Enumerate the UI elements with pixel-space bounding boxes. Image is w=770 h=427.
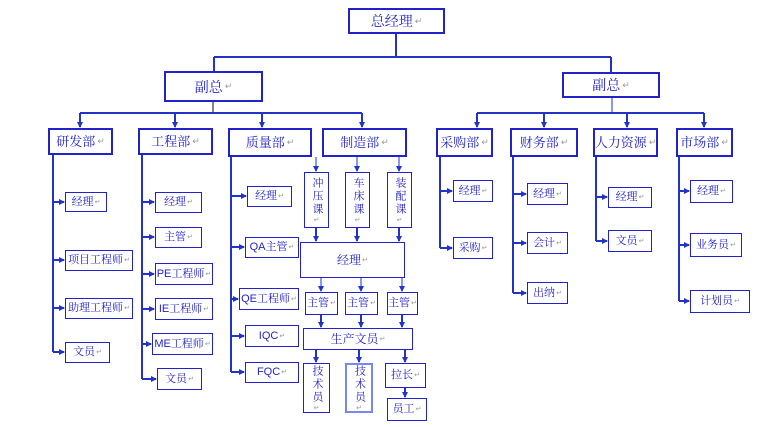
- technician-2-box[interactable]: [345, 363, 373, 413]
- paragraph-return-mark-icon: ↵: [354, 216, 361, 224]
- marketing-salesman-label: 业务员: [696, 238, 730, 251]
- connector-line: [213, 57, 215, 71]
- quality-fqc-label: FQC: [256, 366, 281, 378]
- eng-clerk-box[interactable]: [157, 368, 202, 390]
- eng-ie-engineer-label: IE工程师: [158, 302, 203, 315]
- dept-rd-box[interactable]: [48, 128, 113, 155]
- paragraph-return-mark-icon: ↵: [205, 270, 212, 278]
- eng-pe-engineer-box[interactable]: [155, 263, 213, 285]
- hr-manager-label: 经理: [615, 191, 638, 203]
- connector-line: [512, 157, 514, 293]
- rd-assistant-engineer-label: 助理工程师: [68, 302, 124, 314]
- connector-line: [611, 98, 613, 113]
- lathe-section-box[interactable]: [345, 172, 370, 228]
- eng-me-engineer-label: ME工程师: [154, 337, 204, 350]
- mfg-supervisor-3-label: 主管: [388, 297, 411, 309]
- finance-cashier-box[interactable]: [527, 282, 568, 304]
- lathe-section-label: 车床课: [352, 176, 364, 216]
- connector-line: [395, 34, 397, 57]
- paragraph-return-mark-icon: ↵: [414, 15, 423, 26]
- vice-president-left-label: 副总: [194, 78, 223, 95]
- mfg-manager-label: 经理: [337, 253, 362, 267]
- paragraph-return-mark-icon: ↵: [379, 335, 386, 343]
- mfg-supervisor-1-label: 主管: [307, 297, 330, 309]
- paragraph-return-mark-icon: ↵: [411, 300, 417, 307]
- vice-president-right-label: 副总: [592, 77, 621, 93]
- purchasing-manager-label: 经理: [458, 184, 481, 197]
- paragraph-return-mark-icon: ↵: [188, 375, 194, 383]
- dept-marketing-box[interactable]: [676, 128, 733, 157]
- marketing-salesman-box[interactable]: [690, 233, 742, 257]
- paragraph-return-mark-icon: ↵: [291, 295, 297, 303]
- paragraph-return-mark-icon: ↵: [721, 137, 729, 147]
- connector-line: [141, 155, 143, 379]
- paragraph-return-mark-icon: ↵: [94, 198, 101, 206]
- paragraph-return-mark-icon: ↵: [187, 199, 193, 206]
- paragraph-return-mark-icon: ↵: [224, 81, 233, 91]
- quality-fqc-box[interactable]: [245, 362, 299, 383]
- paragraph-return-mark-icon: ↵: [279, 332, 286, 340]
- rd-clerk-box[interactable]: [65, 342, 110, 363]
- paragraph-return-mark-icon: ↵: [313, 216, 320, 224]
- connector-line: [52, 155, 54, 352]
- paragraph-return-mark-icon: ↵: [281, 369, 288, 376]
- assembly-section-label: 装配课: [394, 176, 406, 216]
- finance-accountant-label: 会计: [533, 236, 556, 249]
- worker-label: 员工: [392, 403, 415, 415]
- purchasing-buyer-label: 采购: [458, 241, 481, 254]
- assembly-section-box[interactable]: [387, 172, 412, 228]
- hr-clerk-label: 文员: [615, 234, 638, 247]
- finance-manager-label: 经理: [533, 187, 556, 200]
- paragraph-return-mark-icon: ↵: [286, 137, 295, 147]
- eng-pe-engineer-label: PE工程师: [156, 267, 205, 280]
- rd-clerk-label: 文员: [73, 346, 96, 358]
- quality-manager-box[interactable]: [247, 186, 292, 207]
- dept-finance-label: 财务部: [519, 135, 559, 150]
- rd-assistant-engineer-box[interactable]: [65, 298, 133, 319]
- vice-president-right-box[interactable]: [562, 72, 660, 98]
- dept-quality-label: 质量部: [245, 135, 285, 150]
- paragraph-return-mark-icon: ↵: [313, 404, 320, 412]
- connector-line: [595, 157, 597, 241]
- connector-line: [214, 56, 611, 58]
- finance-cashier-label: 出纳: [533, 286, 556, 299]
- dept-engineering-label: 工程部: [151, 134, 191, 149]
- paragraph-return-mark-icon: ↵: [720, 188, 726, 195]
- paragraph-return-mark-icon: ↵: [396, 216, 403, 224]
- line-leader-label: 拉长: [391, 369, 414, 381]
- eng-manager-label: 经理: [164, 196, 187, 208]
- connector-line: [678, 157, 680, 301]
- paragraph-return-mark-icon: ↵: [124, 257, 130, 264]
- paragraph-return-mark-icon: ↵: [381, 137, 389, 147]
- paragraph-return-mark-icon: ↵: [415, 406, 422, 413]
- paragraph-return-mark-icon: ↵: [96, 349, 102, 356]
- connector-line: [230, 157, 232, 372]
- marketing-planner-label: 计划员: [700, 295, 734, 307]
- connector-line: [439, 157, 441, 248]
- paragraph-return-mark-icon: ↵: [730, 241, 736, 249]
- quality-qa-supervisor-box[interactable]: [245, 237, 299, 258]
- mfg-supervisor-2-label: 主管: [347, 297, 370, 309]
- paragraph-return-mark-icon: ↵: [481, 187, 488, 195]
- paragraph-return-mark-icon: ↵: [97, 136, 105, 146]
- dept-rd-label: 研发部: [56, 134, 96, 149]
- paragraph-return-mark-icon: ↵: [734, 298, 740, 305]
- dept-purchasing-label: 采购部: [440, 135, 480, 150]
- paragraph-return-mark-icon: ↵: [370, 300, 376, 307]
- hr-clerk-box[interactable]: [608, 230, 652, 252]
- eng-supervisor-box[interactable]: [155, 227, 202, 248]
- mfg-supervisor-2-box[interactable]: [345, 292, 378, 315]
- dept-purchasing-box[interactable]: [436, 128, 493, 157]
- dept-engineering-box[interactable]: [138, 128, 213, 155]
- line-leader-box[interactable]: [385, 363, 426, 388]
- quality-iqc-label: IQC: [258, 329, 279, 342]
- quality-qa-supervisor-label: QA主管: [249, 241, 288, 253]
- eng-me-engineer-box[interactable]: [152, 333, 213, 355]
- stamping-section-box[interactable]: [304, 172, 329, 228]
- mfg-manager-box[interactable]: [300, 242, 405, 278]
- quality-qe-engineer-label: QE工程师: [241, 292, 291, 305]
- paragraph-return-mark-icon: ↵: [648, 137, 657, 147]
- rd-manager-label: 经理: [71, 195, 94, 208]
- technician-2-label: 技术员: [353, 364, 366, 404]
- connector-line: [610, 57, 612, 72]
- dept-manufacturing-box[interactable]: [322, 128, 407, 157]
- paragraph-return-mark-icon: ↵: [622, 79, 630, 90]
- paragraph-return-mark-icon: ↵: [278, 193, 284, 200]
- paragraph-return-mark-icon: ↵: [638, 237, 645, 245]
- dept-quality-box[interactable]: [228, 128, 312, 157]
- paragraph-return-mark-icon: ↵: [124, 305, 130, 312]
- paragraph-return-mark-icon: ↵: [204, 340, 211, 348]
- worker-box[interactable]: [387, 398, 427, 421]
- production-clerk-box[interactable]: [303, 328, 413, 350]
- marketing-manager-label: 经理: [697, 185, 720, 197]
- paragraph-return-mark-icon: ↵: [192, 136, 200, 146]
- quality-iqc-box[interactable]: [245, 325, 299, 347]
- hr-manager-box[interactable]: [608, 187, 652, 208]
- eng-clerk-label: 文员: [165, 372, 188, 385]
- connector-line: [80, 112, 362, 114]
- marketing-manager-box[interactable]: [690, 180, 733, 203]
- general-manager-box[interactable]: [348, 8, 445, 34]
- connector-line: [477, 112, 704, 114]
- stamping-section-label: 冲压课: [311, 176, 323, 216]
- paragraph-return-mark-icon: ↵: [560, 137, 569, 147]
- paragraph-return-mark-icon: ↵: [638, 194, 645, 201]
- paragraph-return-mark-icon: ↵: [288, 244, 295, 251]
- purchasing-manager-box[interactable]: [453, 180, 493, 202]
- eng-supervisor-label: 主管: [164, 231, 187, 243]
- dept-finance-box[interactable]: [510, 128, 578, 157]
- quality-manager-label: 经理: [255, 190, 278, 202]
- production-clerk-label: 生产文员: [330, 332, 379, 346]
- paragraph-return-mark-icon: ↵: [481, 137, 489, 147]
- mfg-supervisor-3-box[interactable]: [387, 292, 418, 315]
- paragraph-return-mark-icon: ↵: [362, 256, 368, 264]
- technician-1-label: 技术员: [311, 364, 323, 404]
- paragraph-return-mark-icon: ↵: [330, 300, 336, 307]
- rd-project-engineer-box[interactable]: [65, 250, 133, 271]
- eng-ie-engineer-box[interactable]: [155, 298, 213, 320]
- paragraph-return-mark-icon: ↵: [556, 289, 562, 297]
- paragraph-return-mark-icon: ↵: [481, 244, 488, 252]
- general-manager-label: 总经理: [370, 13, 413, 29]
- finance-manager-box[interactable]: [527, 183, 568, 205]
- technician-1-box[interactable]: [303, 363, 330, 413]
- rd-manager-box[interactable]: [65, 192, 107, 212]
- mfg-supervisor-1-box[interactable]: [305, 292, 338, 315]
- paragraph-return-mark-icon: ↵: [556, 190, 562, 198]
- dept-hr-box[interactable]: [593, 128, 658, 157]
- paragraph-return-mark-icon: ↵: [356, 404, 362, 412]
- marketing-planner-box[interactable]: [690, 290, 750, 313]
- paragraph-return-mark-icon: ↵: [556, 239, 562, 247]
- rd-project-engineer-label: 项目工程师: [68, 254, 124, 266]
- paragraph-return-mark-icon: ↵: [203, 305, 210, 313]
- vice-president-left-box[interactable]: [164, 71, 263, 102]
- eng-manager-box[interactable]: [155, 192, 202, 213]
- quality-qe-engineer-box[interactable]: [239, 288, 299, 310]
- dept-manufacturing-label: 制造部: [340, 135, 380, 150]
- dept-marketing-label: 市场部: [680, 135, 720, 150]
- paragraph-return-mark-icon: ↵: [414, 372, 420, 379]
- paragraph-return-mark-icon: ↵: [187, 234, 193, 241]
- dept-hr-label: 人力资源: [594, 135, 647, 150]
- finance-accountant-box[interactable]: [527, 232, 568, 254]
- purchasing-buyer-box[interactable]: [453, 237, 493, 259]
